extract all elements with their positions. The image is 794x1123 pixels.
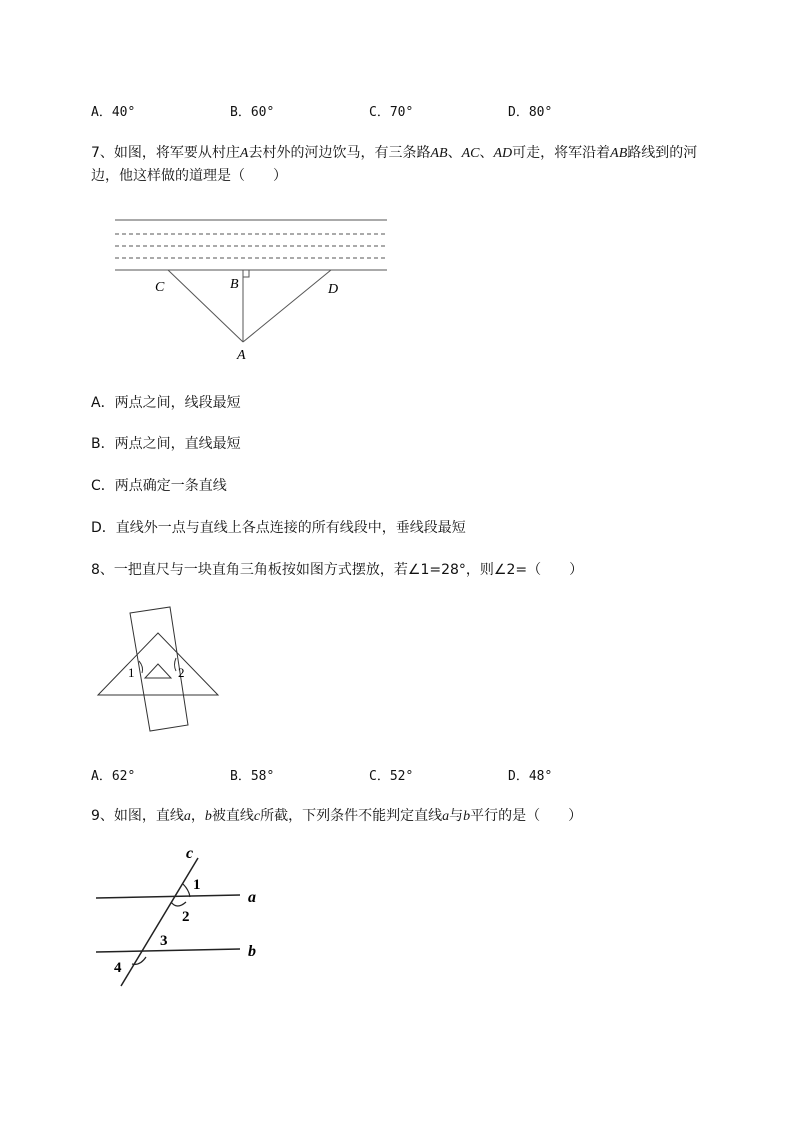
q9-text: 平行的是（ ）	[470, 808, 583, 824]
q9-var: c	[253, 809, 261, 824]
q7-question-line2: 边，他这样做的道理是（ ）	[91, 168, 287, 184]
q9-angle2-label: 2	[182, 909, 190, 925]
q8-option-b: B．58°	[230, 769, 275, 784]
q7-var: A	[239, 146, 249, 161]
q7-label-c: C	[155, 280, 165, 295]
q9-var: a	[442, 809, 450, 824]
q7-text: 路线到的河	[627, 145, 698, 161]
q7-var: AB	[430, 146, 448, 161]
q9-question	[91, 806, 582, 827]
q7-option-b: B．两点之间，直线最短	[91, 436, 241, 452]
q6-option-b: B．60°	[230, 105, 275, 120]
q7-river-figure	[100, 210, 400, 370]
q9-label-a: a	[248, 889, 256, 906]
q7-option-c: C．两点确定一条直线	[91, 478, 227, 494]
q7-text: 、	[447, 145, 462, 161]
q9-label-b: b	[248, 943, 256, 960]
q9-text: 与	[449, 808, 464, 824]
q9-label-c: c	[186, 845, 194, 862]
q8-angle2-label: 2	[178, 665, 185, 680]
q9-parallel-lines-figure	[88, 840, 278, 995]
q7-text: 如图，将军要从村庄	[113, 145, 240, 161]
q7-var: AB	[610, 146, 628, 161]
q9-text: 9、如图，直线	[91, 808, 184, 824]
q8-option-a: A．62°	[91, 769, 136, 784]
q7-number: 7、	[91, 145, 114, 161]
q8-ruler-triangle-figure	[90, 605, 230, 735]
q6-option-c: C．70°	[369, 105, 414, 120]
q7-option-a: A．两点之间，线段最短	[91, 395, 241, 411]
q7-text: 可走，将军沿着	[512, 145, 611, 161]
q8-option-d: D．48°	[508, 769, 553, 784]
q9-angle4-label: 4	[114, 960, 122, 976]
q7-question-line1	[91, 143, 697, 164]
q8-question: 8、一把直尺与一块直角三角板按如图方式摆放，若∠1=28°，则∠2=（ ）	[91, 562, 584, 578]
q9-text: 被直线	[211, 808, 254, 824]
q9-var: b	[204, 809, 212, 824]
q6-option-d: D．80°	[508, 105, 553, 120]
q9-var: a	[183, 809, 191, 824]
q9-var: b	[463, 809, 471, 824]
q9-text: ，	[190, 808, 205, 824]
q7-option-d: D．直线外一点与直线上各点连接的所有线段中，垂线段最短	[91, 520, 466, 536]
q7-label-a: A	[237, 348, 246, 363]
q9-angle1-label: 1	[193, 877, 201, 893]
q8-angle1-label: 1	[128, 665, 135, 680]
q9-angle3-label: 3	[160, 933, 168, 949]
q6-option-a: A．40°	[91, 105, 136, 120]
q7-label-b: B	[230, 277, 239, 292]
q9-text: 所截，下列条件不能判定直线	[260, 808, 443, 824]
q7-text: 、	[479, 145, 494, 161]
q7-label-d: D	[328, 282, 339, 297]
q7-text: 去村外的河边饮马，有三条路	[248, 145, 431, 161]
q8-option-c: C．52°	[369, 769, 414, 784]
q7-var: AC	[461, 146, 480, 161]
q7-var: AD	[493, 146, 513, 161]
